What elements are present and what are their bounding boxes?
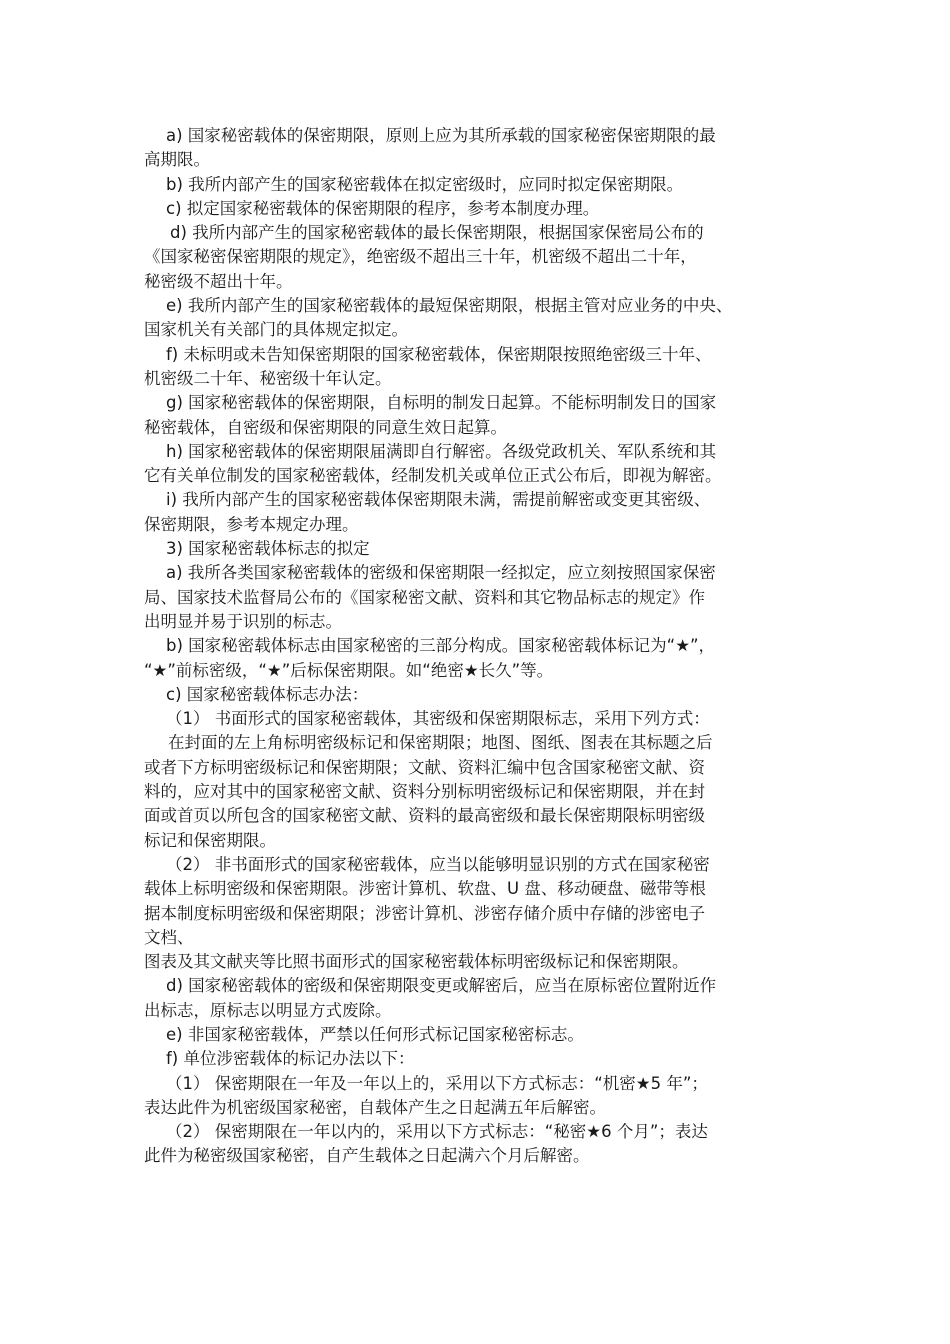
- text-line: c) 国家秘密载体标志办法：: [166, 684, 369, 704]
- document-page: [144, 124, 820, 1169]
- text-line: 在封面的左上角标明密级标记和保密期限；地图、图纸、图表在其标题之后: [168, 733, 713, 753]
- text-line: 料的，应对其中的国家秘密文献、资料分别标明密级标记和保密期限，并在封: [144, 782, 705, 802]
- text-line: d) 我所内部产生的国家秘密载体的最长保密期限，根据国家保密局公布的: [170, 223, 704, 243]
- text-line: f) 未标明或未告知保密期限的国家秘密载体，保密期限按照绝密级三十年、: [166, 344, 712, 364]
- text-line: 表达此件为机密级国家秘密，自载体产生之日起满五年后解密。: [144, 1097, 606, 1117]
- text-line: 据本制度标明密级和保密期限；涉密计算机、涉密存储介质中存储的涉密电子: [144, 903, 705, 923]
- text-line: 文档、: [144, 927, 194, 947]
- text-line: 它有关单位制发的国家秘密载体，经制发机关或单位正式公布后，即视为解密。: [144, 466, 722, 486]
- text-line: （1） 保密期限在一年及一年以上的，采用以下方式标志：“机密★5 年”；: [166, 1073, 708, 1093]
- text-line: 机密级二十年、秘密级十年认定。: [144, 368, 392, 388]
- text-line: i) 我所内部产生的国家秘密载体保密期限未满，需提前解密或变更其密级、: [166, 490, 711, 510]
- text-line: 高期限。: [144, 150, 210, 170]
- text-line: 此件为秘密级国家秘密，自产生载体之日起满六个月后解密。: [144, 1146, 590, 1166]
- text-line: 载体上标明密级和保密期限。涉密计算机、软盘、U 盘、移动硬盘、磁带等根: [144, 879, 706, 899]
- text-line: 标记和保密期限。: [144, 830, 276, 850]
- text-line: g) 国家秘密载体的保密期限，自标明的制发日起算。不能标明制发日的国家: [166, 393, 717, 413]
- text-line: e) 我所内部产生的国家秘密载体的最短保密期限，根据主管对应业务的中央、: [166, 296, 733, 316]
- text-line: h) 国家秘密载体的保密期限届满即自行解密。各级党政机关、军队系统和其: [166, 441, 717, 461]
- text-line: b) 我所内部产生的国家秘密载体在拟定密级时，应同时拟定保密期限。: [166, 174, 684, 194]
- text-line: “★”前标密级，“★”后标保密期限。如“绝密★长久”等。: [144, 660, 554, 680]
- text-line: 秘密级不超出十年。: [144, 271, 293, 291]
- text-line: 图表及其文献夹等比照书面形式的国家秘密载体标明密级标记和保密期限。: [144, 952, 689, 972]
- text-line: a) 我所各类国家秘密载体的密级和保密期限一经拟定，应立刻按照国家保密: [166, 563, 716, 583]
- text-line: 局、国家技术监督局公布的《国家秘密文献、资料和其它物品标志的规定》作: [144, 587, 705, 607]
- text-line: f) 单位涉密载体的标记办法以下：: [166, 1049, 415, 1069]
- text-line: 保密期限，参考本规定办理。: [144, 514, 359, 534]
- text-line: 面或首页以所包含的国家秘密文献、资料的最高密级和最长保密期限标明密级: [144, 806, 705, 826]
- text-line: （1） 书面形式的国家秘密载体，其密级和保密期限标志，采用下列方式：: [166, 709, 710, 729]
- text-line: 出明显并易于识别的标志。: [144, 611, 342, 631]
- text-line: e) 非国家秘密载体，严禁以任何形式标记国家秘密标志。: [166, 1024, 584, 1044]
- text-line: 出标志，原标志以明显方式废除。: [144, 1000, 392, 1020]
- text-line: c) 拟定国家秘密载体的保密期限的程序，参考本制度办理。: [166, 198, 600, 218]
- text-line: 国家机关有关部门的具体规定拟定。: [144, 320, 408, 340]
- text-line: d) 国家秘密载体的密级和保密期限变更或解密后，应当在原标密位置附近作: [166, 976, 717, 996]
- text-line: 或者下方标明密级标记和保密期限；文献、资料汇编中包含国家秘密文献、资: [144, 757, 705, 777]
- text-line: 《国家秘密保密期限的规定》，绝密级不超出三十年，机密级不超出二十年，: [144, 247, 697, 267]
- text-line: （2） 非书面形式的国家秘密载体，应当以能够明显识别的方式在国家秘密: [166, 854, 710, 874]
- text-line: 秘密载体，自密级和保密期限的同意生效日起算。: [144, 417, 507, 437]
- text-line: a) 国家秘密载体的保密期限，原则上应为其所承载的国家秘密保密期限的最: [166, 126, 716, 145]
- text-line: b) 国家秘密载体标志由国家秘密的三部分构成。国家秘密载体标记为“★”，: [166, 636, 716, 656]
- text-line: （2） 保密期限在一年以内的，采用以下方式标志：“秘密★6 个月”；表达: [166, 1122, 708, 1142]
- text-line: 3) 国家秘密载体标志的拟定: [166, 539, 370, 559]
